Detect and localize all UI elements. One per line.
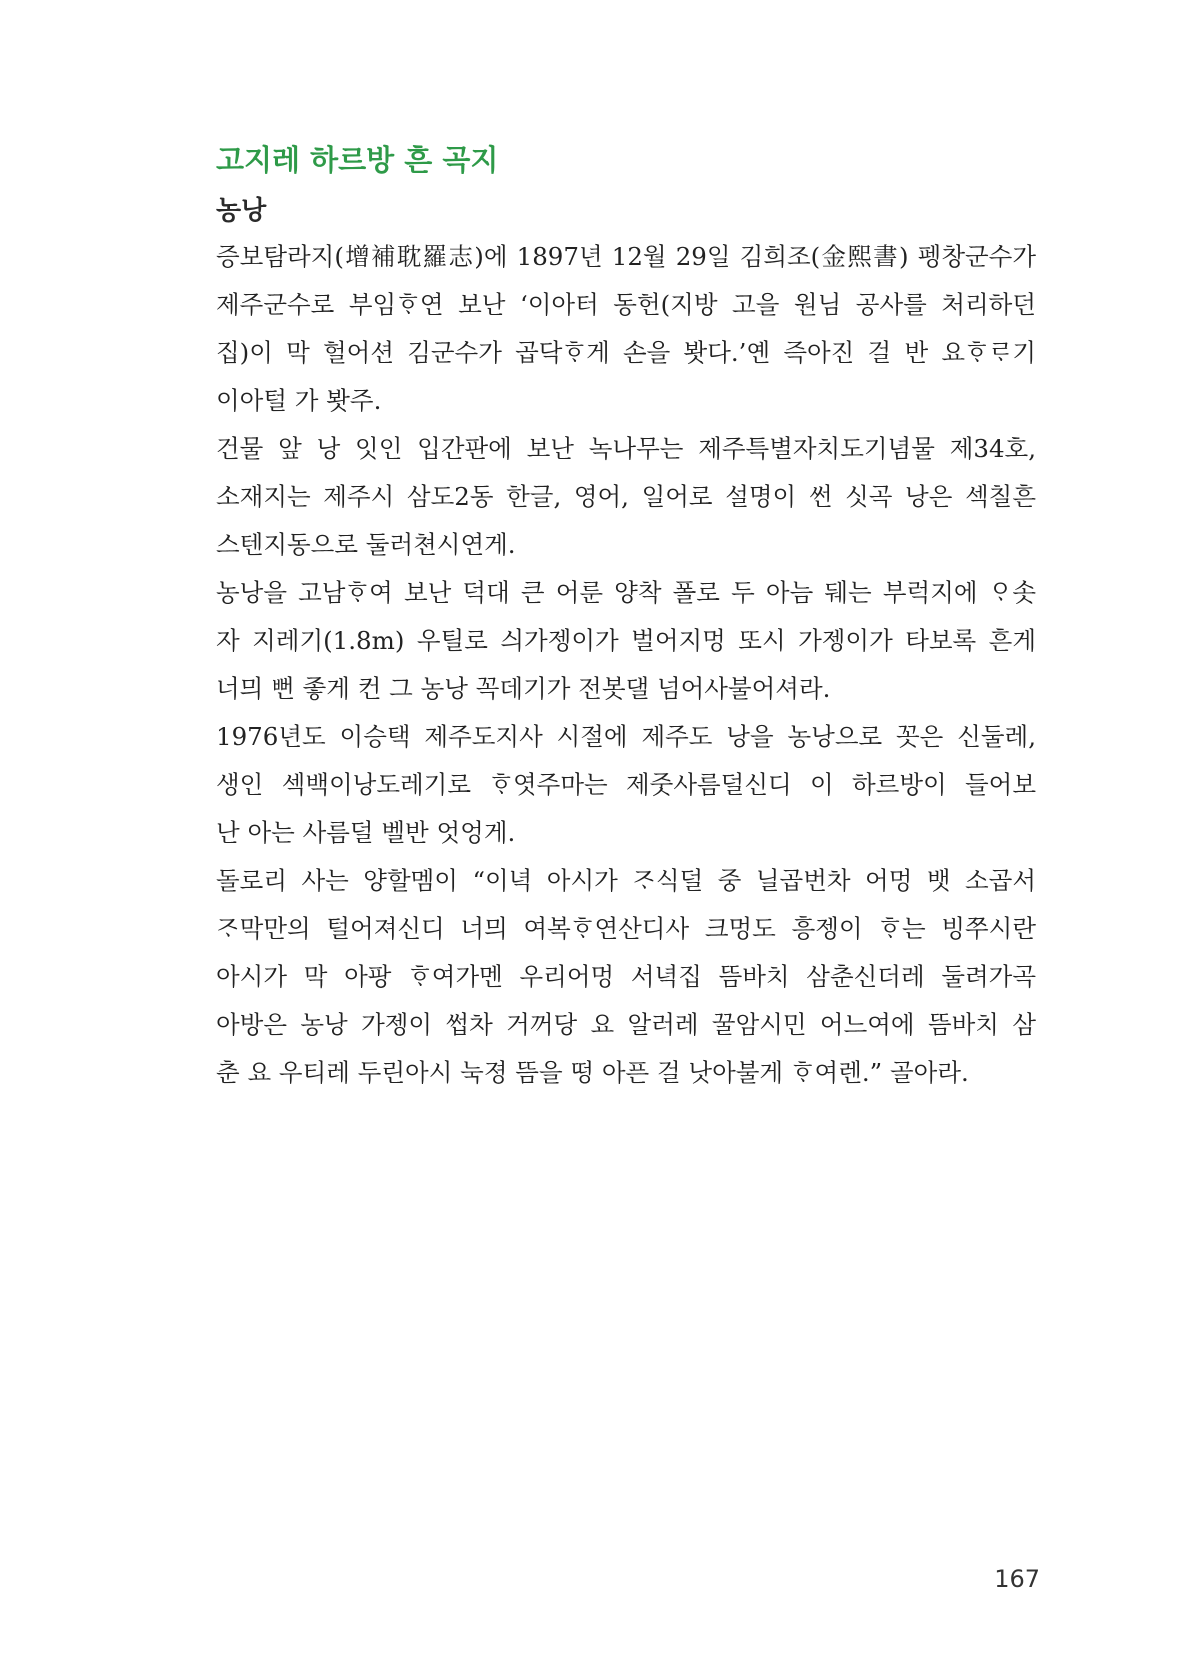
text-line: 생인 섹백이낭도레기로 ᄒᆞ엿주마는 제줏사름덜신디 이 하르방이 들어보 [216,770,1036,799]
text-line: 난 아는 사름덜 벨반 엇엉게. [216,818,516,847]
text-line: 건물 앞 낭 잇인 입간판에 보난 녹나무는 제주특별자치도기념물 제34호, [216,434,1036,463]
paragraph [216,569,1036,713]
page-number: 167 [994,1565,1040,1593]
text-line: 스텐지동으로 둘러쳔시연게. [216,530,516,559]
section-subtitle: 농낭 [216,196,267,226]
text-line: 너믜 뻔 좋게 컨 그 농낭 꼭데기가 전봇댈 넘어사불어셔라. [216,674,831,703]
text-line: 자 지레기(1.8m) 우틸로 싀가젱이가 벌어지멍 또시 가젱이가 타보록 흔게 [216,626,1036,655]
text-line: 아시가 막 아팡 ᄒᆞ여가멘 우리어멍 서녁집 뜸바치 삼춘신더레 둘려가곡 [216,962,1036,991]
text-line: 이아털 가 봣주. [216,386,382,415]
text-line: 증보탐라지(增補耽羅志)에 1897년 12월 29일 김희조(金熙書) 펭창군수가 [216,242,1036,271]
paragraph [216,857,1036,1097]
text-line: 돌로리 사는 양할멤이 “이녁 아시가 ᄌᆞ식덜 중 닐곱번차 어멍 뱃 소곱서 [216,866,1036,895]
paragraph [216,233,1036,425]
text-line: 1976년도 이승택 제주도지사 시절에 제주도 낭을 농낭으로 꼿은 신둘레, [216,722,1036,751]
body-text [216,233,1036,1097]
text-line: 춘 요 우티레 두린아시 눅졍 뜸을 떵 아픈 걸 낫아불게 ᄒᆞ여렌.” 골아라. [216,1058,969,1087]
section-title: 고지레 하르방 흔 곡지 [216,143,499,177]
paragraph [216,713,1036,857]
text-line: ᄌᆞ막만의 털어져신디 너믜 여복ᄒᆞ연산디사 크멍도 흥젱이 ᄒᆞ는 빙쭈시란 [216,914,1036,943]
text-line: 집)이 막 헐어션 김군수가 곱닥ᄒᆞ게 손을 봣다.’옌 즉아진 걸 반 요ᄒᆞᄅᆞ기 [216,338,1036,367]
paragraph [216,425,1036,569]
text-line: 농낭을 고남ᄒᆞ여 보난 덕대 큰 어룬 양착 폴로 두 아늠 뒈는 부럭지에 ᄋᆞ솟 [216,578,1036,607]
text-line: 소재지는 제주시 삼도2동 한글, 영어, 일어로 설명이 썬 싯곡 낭은 섹칠흔 [216,482,1036,511]
text-line: 아방은 농낭 가젱이 썹차 거꺼당 요 알러레 꿀암시민 어느여에 뜸바치 삼 [216,1010,1036,1039]
text-line: 제주군수로 부임ᄒᆞ연 보난 ‘이아터 동헌(지방 고을 원님 공사를 처리하던 [216,290,1036,319]
